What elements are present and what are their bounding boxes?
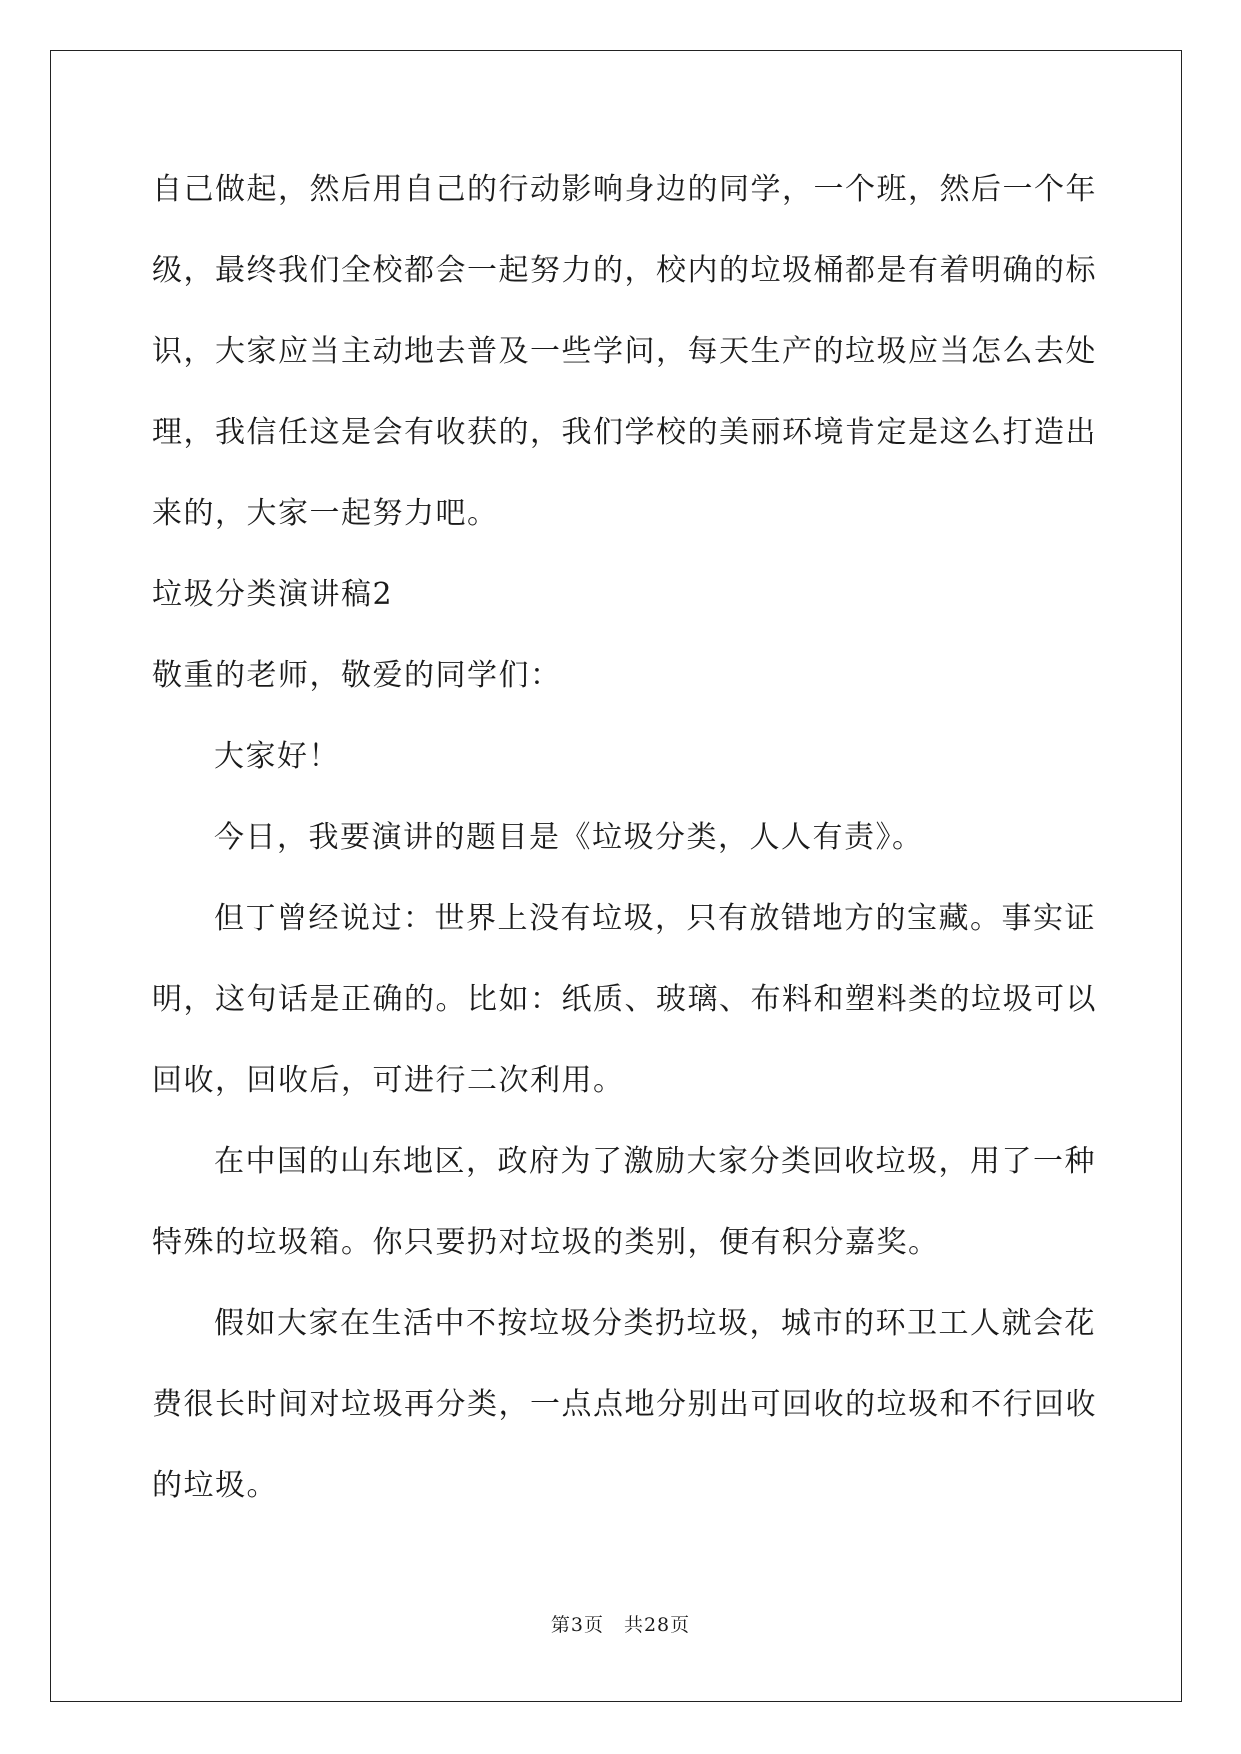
- paragraph-line: 假如大家在生活中不按垃圾分类扔垃圾，城市的环卫工人就会花: [214, 1306, 1096, 1341]
- greeting: 大家好！: [214, 739, 340, 774]
- page-number-footer: 第3页 共28页: [550, 1614, 691, 1636]
- paragraph-line: 费很长时间对垃圾再分类，一点点地分别出可回收的垃圾和不行回收: [152, 1387, 1097, 1422]
- paragraph-line: 理，我信任这是会有收获的，我们学校的美丽环境肯定是这么打造出: [152, 415, 1097, 450]
- paragraph-line: 今日，我要演讲的题目是《垃圾分类，人人有责》。: [214, 820, 924, 855]
- paragraph-line: 的垃圾。: [152, 1468, 278, 1503]
- paragraph-line: 特殊的垃圾箱。你只要扔对垃圾的类别，便有积分嘉奖。: [152, 1225, 940, 1260]
- paragraph-line: 级，最终我们全校都会一起努力的，校内的垃圾桶都是有着明确的标: [152, 253, 1097, 288]
- salutation: 敬重的老师，敬爱的同学们：: [152, 658, 562, 693]
- section-title: 垃圾分类演讲稿2: [152, 577, 394, 612]
- paragraph-line: 识，大家应当主动地去普及一些学问，每天生产的垃圾应当怎么去处: [152, 334, 1097, 369]
- page-border: [50, 50, 1182, 1702]
- paragraph-line: 回收，回收后，可进行二次利用。: [152, 1063, 625, 1098]
- paragraph-line: 明，这句话是正确的。比如：纸质、玻璃、布料和塑料类的垃圾可以: [152, 982, 1097, 1017]
- paragraph-line: 但丁曾经说过：世界上没有垃圾，只有放错地方的宝藏。事实证: [214, 901, 1096, 936]
- paragraph-line: 在中国的山东地区，政府为了激励大家分类回收垃圾，用了一种: [214, 1144, 1096, 1179]
- paragraph-line: 来的，大家一起努力吧。: [152, 496, 499, 531]
- paragraph-line: 自己做起，然后用自己的行动影响身边的同学，一个班，然后一个年: [152, 172, 1097, 207]
